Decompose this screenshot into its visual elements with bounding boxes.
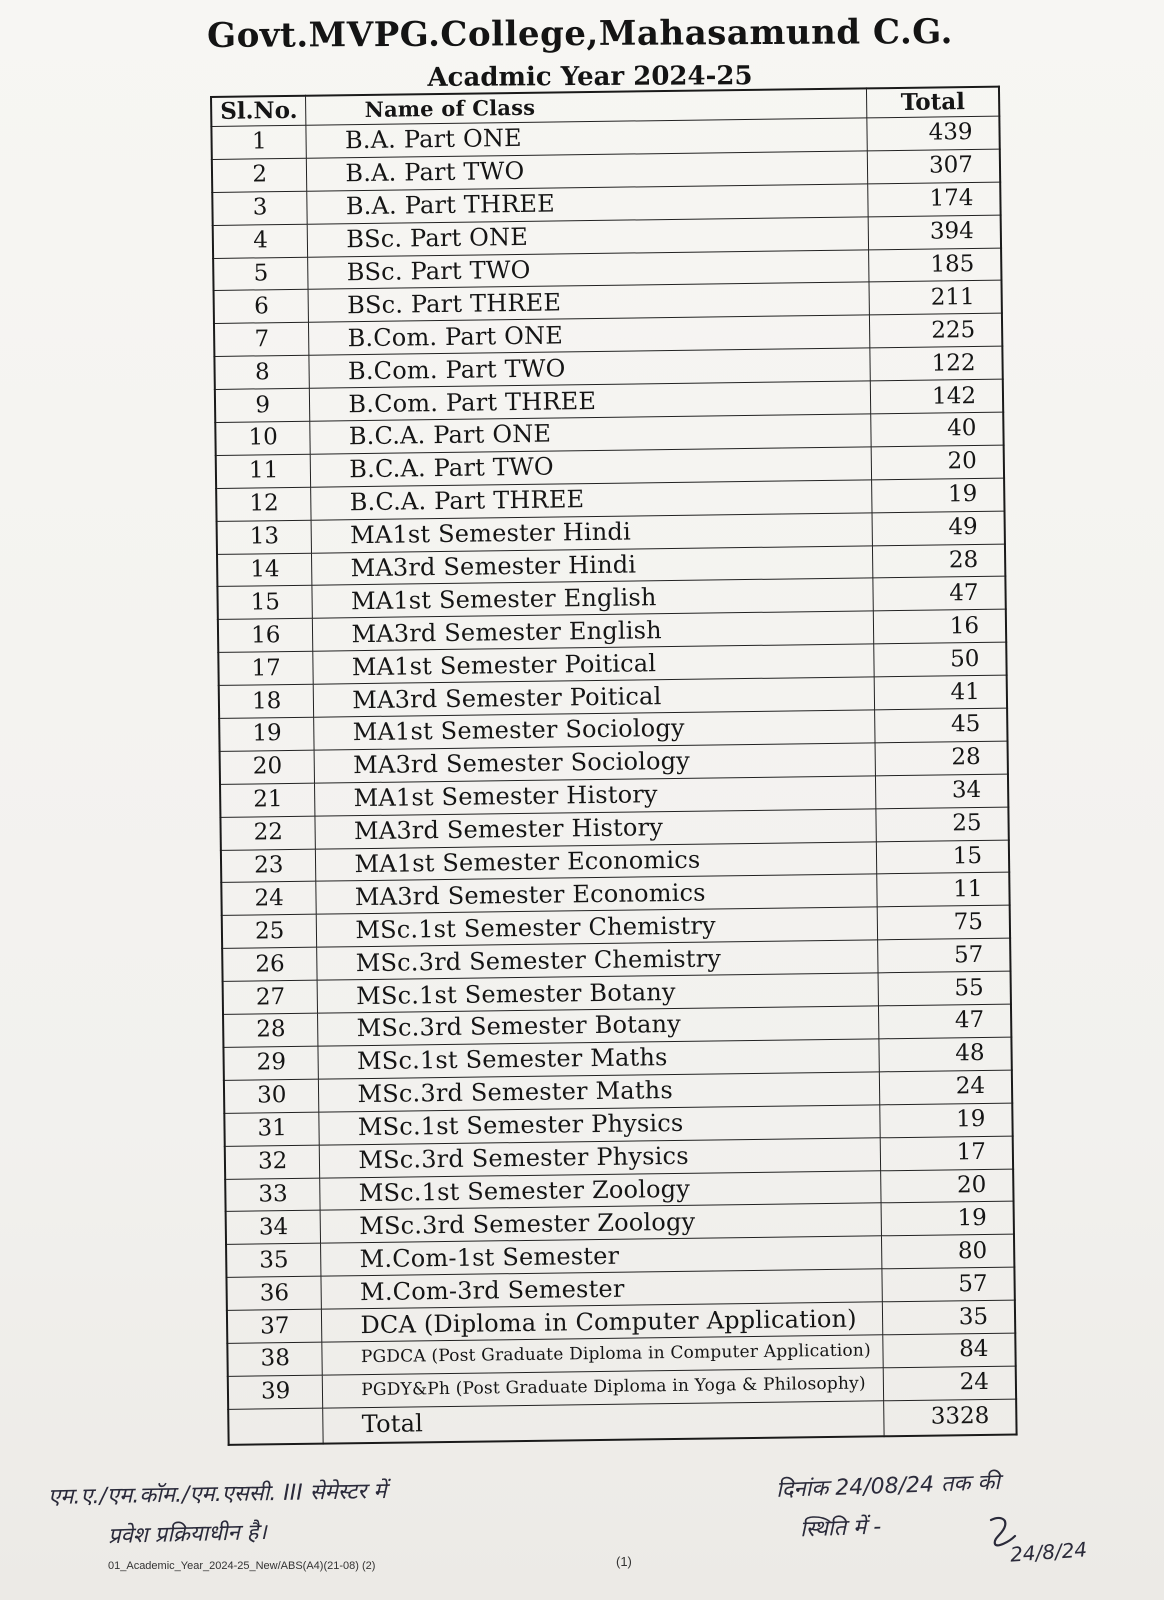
row-sl-no: 23 bbox=[221, 849, 316, 883]
row-total: 48 bbox=[879, 1037, 1011, 1072]
row-sl-no: 24 bbox=[221, 882, 316, 916]
row-class-name: B.A. Part ONE bbox=[306, 118, 867, 158]
row-class-name: MSc.1st Semester Zoology bbox=[320, 1170, 881, 1210]
row-class-name: B.Com. Part TWO bbox=[309, 348, 870, 388]
row-sl-no: 2 bbox=[212, 158, 307, 192]
row-sl-no: 12 bbox=[216, 487, 311, 521]
row-sl-no: 19 bbox=[219, 717, 314, 751]
header-class-name: Name of Class bbox=[306, 88, 867, 125]
row-class-name: PGDCA (Post Graduate Diploma in Computer Application) bbox=[322, 1335, 883, 1375]
row-total: 174 bbox=[868, 182, 1000, 217]
row-total: 34 bbox=[876, 774, 1008, 809]
row-sl-no: 21 bbox=[220, 783, 315, 817]
academic-year-subtitle: Acadmic Year 2024-25 bbox=[427, 61, 753, 93]
row-class-name: MSc.3rd Semester Physics bbox=[320, 1137, 881, 1177]
row-class-name: MA1st Semester History bbox=[315, 776, 876, 816]
enrollment-table bbox=[210, 86, 1018, 1446]
row-sl-no: 4 bbox=[213, 224, 308, 258]
row-sl-no: 35 bbox=[226, 1243, 321, 1277]
row-total: 41 bbox=[875, 675, 1007, 710]
row-class-name: MA1st Semester English bbox=[312, 578, 873, 618]
row-sl-no: 5 bbox=[213, 257, 308, 291]
grand-total-empty-cell bbox=[228, 1408, 323, 1445]
row-total: 11 bbox=[877, 873, 1009, 908]
row-total: 20 bbox=[881, 1169, 1013, 1204]
row-total: 122 bbox=[870, 346, 1002, 381]
grand-total-label: Total bbox=[323, 1401, 884, 1444]
row-sl-no: 13 bbox=[217, 520, 312, 554]
row-class-name: MSc.3rd Semester Chemistry bbox=[317, 940, 878, 980]
handwritten-date: 24/8/24 bbox=[1009, 1537, 1088, 1567]
row-sl-no: 39 bbox=[228, 1375, 323, 1409]
row-total: 24 bbox=[884, 1366, 1016, 1401]
row-total: 19 bbox=[872, 478, 1004, 513]
row-total: 45 bbox=[875, 708, 1007, 743]
row-sl-no: 8 bbox=[214, 355, 309, 389]
signature-mark bbox=[985, 1512, 1025, 1552]
row-sl-no: 11 bbox=[216, 454, 311, 488]
row-class-name: B.A. Part TWO bbox=[307, 151, 868, 191]
row-sl-no: 1 bbox=[211, 125, 306, 159]
row-total: 142 bbox=[871, 379, 1003, 414]
row-total: 394 bbox=[869, 215, 1001, 250]
row-sl-no: 34 bbox=[226, 1211, 321, 1245]
row-total: 28 bbox=[873, 544, 1005, 579]
grand-total-value: 3328 bbox=[884, 1399, 1017, 1436]
row-total: 185 bbox=[869, 248, 1001, 283]
row-total: 439 bbox=[867, 116, 999, 151]
row-class-name: B.Com. Part THREE bbox=[310, 381, 871, 421]
row-total: 307 bbox=[868, 149, 1000, 184]
row-total: 47 bbox=[879, 1004, 1011, 1039]
row-sl-no: 27 bbox=[223, 980, 318, 1014]
row-sl-no: 28 bbox=[223, 1013, 318, 1047]
header-sl-no: Sl.No. bbox=[211, 96, 306, 127]
row-class-name: B.C.A. Part THREE bbox=[311, 480, 872, 520]
handwritten-note-line-4: स्थिति में - bbox=[799, 1514, 882, 1543]
row-class-name: B.A. Part THREE bbox=[307, 184, 868, 224]
row-class-name: MA3rd Semester History bbox=[315, 809, 876, 849]
row-total: 225 bbox=[870, 313, 1002, 348]
row-class-name: BSc. Part THREE bbox=[308, 282, 869, 322]
row-class-name: MSc.1st Semester Physics bbox=[319, 1105, 880, 1145]
row-sl-no: 22 bbox=[220, 816, 315, 850]
row-sl-no: 37 bbox=[227, 1309, 322, 1343]
row-class-name: MA3rd Semester Sociology bbox=[314, 743, 875, 783]
row-class-name: B.C.A. Part TWO bbox=[311, 447, 872, 487]
row-sl-no: 6 bbox=[214, 290, 309, 324]
row-total: 24 bbox=[880, 1070, 1012, 1105]
footer-file-label: 01_Academic_Year_2024-25_New/ABS(A4)(21-08) (2) bbox=[108, 1560, 376, 1572]
row-sl-no: 29 bbox=[223, 1046, 318, 1080]
row-class-name: MSc.1st Semester Maths bbox=[318, 1039, 879, 1079]
row-total: 40 bbox=[871, 412, 1003, 447]
row-sl-no: 10 bbox=[215, 421, 310, 455]
row-class-name: MSc.3rd Semester Botany bbox=[318, 1006, 879, 1046]
row-total: 20 bbox=[872, 445, 1004, 480]
row-class-name: MSc.1st Semester Botany bbox=[317, 973, 878, 1013]
row-class-name: MA1st Semester Economics bbox=[316, 841, 877, 881]
row-sl-no: 18 bbox=[219, 684, 314, 718]
row-total: 55 bbox=[878, 971, 1010, 1006]
row-class-name: MA3rd Semester English bbox=[313, 611, 874, 651]
row-class-name: PGDY&Ph (Post Graduate Diploma in Yoga & Philosophy) bbox=[323, 1368, 884, 1408]
row-sl-no: 9 bbox=[215, 388, 310, 422]
row-total: 211 bbox=[869, 281, 1001, 316]
handwritten-note-line-1: एम.ए./एम.कॉम./एम.एससी. III सेमेस्टर में bbox=[47, 1479, 387, 1510]
row-sl-no: 31 bbox=[224, 1112, 319, 1146]
row-sl-no: 36 bbox=[226, 1276, 321, 1310]
row-class-name: MSc.1st Semester Chemistry bbox=[317, 907, 878, 947]
row-class-name: M.Com-3rd Semester bbox=[321, 1269, 882, 1309]
row-sl-no: 32 bbox=[225, 1145, 320, 1179]
row-total: 19 bbox=[880, 1103, 1012, 1138]
row-total: 84 bbox=[883, 1333, 1015, 1368]
row-sl-no: 25 bbox=[222, 915, 317, 949]
header-total: Total bbox=[867, 87, 999, 118]
row-total: 57 bbox=[882, 1267, 1014, 1302]
row-class-name: MA1st Semester Sociology bbox=[314, 710, 875, 750]
row-class-name: MA1st Semester Hindi bbox=[311, 513, 872, 553]
row-total: 16 bbox=[874, 609, 1006, 644]
handwritten-note-line-3: दिनांक 24/08/24 तक की bbox=[775, 1470, 1001, 1503]
enrollment-table-wrapper bbox=[210, 86, 1018, 1446]
table-body bbox=[211, 116, 1016, 1409]
row-sl-no: 33 bbox=[225, 1178, 320, 1212]
row-total: 47 bbox=[873, 577, 1005, 612]
row-class-name: DCA (Diploma in Computer Application) bbox=[322, 1302, 883, 1342]
row-total: 80 bbox=[882, 1234, 1014, 1269]
row-sl-no: 38 bbox=[227, 1342, 322, 1376]
row-total: 57 bbox=[878, 938, 1010, 973]
row-class-name: MA3rd Semester Poitical bbox=[314, 677, 875, 717]
row-class-name: B.C.A. Part ONE bbox=[310, 414, 871, 454]
row-total: 50 bbox=[874, 642, 1006, 677]
row-sl-no: 26 bbox=[222, 947, 317, 981]
row-total: 15 bbox=[877, 840, 1009, 875]
row-class-name: MA3rd Semester Economics bbox=[316, 874, 877, 914]
college-title: Govt.MVPG.College,Mahasamund C.G. bbox=[207, 12, 953, 56]
row-sl-no: 17 bbox=[218, 651, 313, 685]
row-class-name: B.Com. Part ONE bbox=[309, 315, 870, 355]
row-sl-no: 7 bbox=[214, 323, 309, 357]
row-class-name: MA3rd Semester Hindi bbox=[312, 545, 873, 585]
row-sl-no: 16 bbox=[218, 619, 313, 653]
row-class-name: BSc. Part ONE bbox=[308, 217, 869, 257]
row-total: 35 bbox=[883, 1300, 1015, 1335]
row-total: 17 bbox=[881, 1136, 1013, 1171]
row-total: 75 bbox=[878, 905, 1010, 940]
row-sl-no: 15 bbox=[217, 586, 312, 620]
row-total: 19 bbox=[881, 1201, 1013, 1236]
footer-page-number: (1) bbox=[616, 1554, 632, 1569]
row-class-name: M.Com-1st Semester bbox=[321, 1236, 882, 1276]
row-total: 28 bbox=[875, 741, 1007, 776]
row-sl-no: 3 bbox=[212, 191, 307, 225]
row-sl-no: 20 bbox=[220, 750, 315, 784]
row-total: 49 bbox=[872, 511, 1004, 546]
row-class-name: MSc.3rd Semester Zoology bbox=[321, 1203, 882, 1243]
row-class-name: MSc.3rd Semester Maths bbox=[319, 1072, 880, 1112]
row-class-name: BSc. Part TWO bbox=[308, 249, 869, 289]
row-class-name: MA1st Semester Poitical bbox=[313, 644, 874, 684]
handwritten-note-line-2: प्रवेश प्रक्रियाधीन है। bbox=[107, 1519, 268, 1550]
row-sl-no: 30 bbox=[224, 1079, 319, 1113]
row-total: 25 bbox=[876, 807, 1008, 842]
row-sl-no: 14 bbox=[217, 553, 312, 587]
